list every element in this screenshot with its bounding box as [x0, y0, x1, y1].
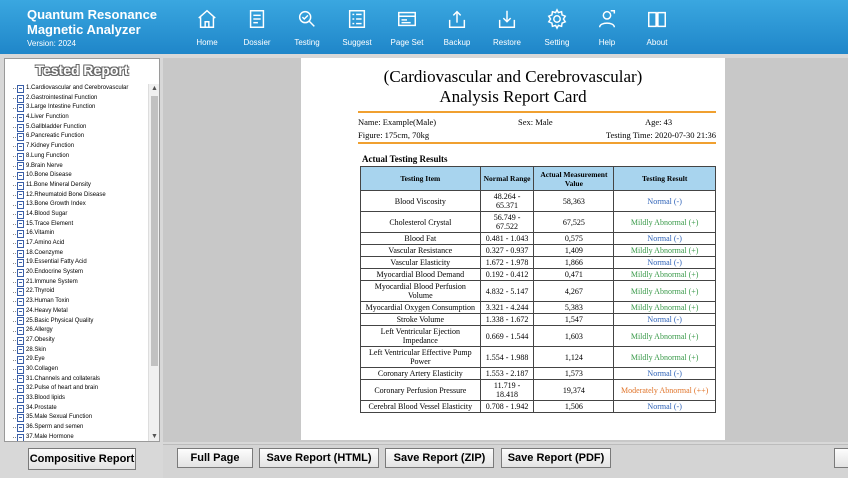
tree-item[interactable] — [13, 355, 149, 365]
document-icon — [17, 375, 24, 383]
tree-item[interactable] — [13, 239, 149, 249]
cell-result: Moderately Abnormal (++) — [614, 380, 716, 401]
document-icon — [17, 424, 24, 432]
document-icon — [17, 279, 24, 287]
tree-connector — [13, 369, 16, 370]
toolbar-backup-button[interactable] — [432, 8, 482, 47]
toolbar-dossier-button[interactable] — [232, 8, 282, 47]
tree-item[interactable] — [13, 317, 149, 327]
col-testing-result: Testing Result — [614, 167, 716, 191]
dossier-icon — [246, 8, 268, 30]
tree-item-label: 33.Blood lipids — [26, 395, 66, 401]
tree-item-label: 16.Vitamin — [26, 230, 55, 237]
toolbar-help-label: Help — [598, 38, 616, 47]
cell-result: Normal (-) — [614, 191, 716, 212]
tree-item[interactable] — [13, 297, 149, 307]
tree-item-label: 25.Basic Physical Quality — [26, 317, 94, 324]
tree-item-label: 23.Human Toxin — [26, 298, 70, 305]
tree-connector — [13, 263, 16, 264]
col-normal-range: Normal Range — [480, 167, 534, 191]
document-icon — [17, 85, 24, 93]
table-row — [361, 212, 716, 233]
tree-item[interactable] — [13, 132, 149, 142]
document-icon — [17, 162, 24, 170]
tree-item-label: 13.Bone Growth Index — [26, 201, 86, 208]
app-version: Version: 2024 — [27, 39, 76, 48]
document-icon — [17, 143, 24, 151]
document-icon — [17, 366, 24, 374]
tree-item[interactable] — [13, 326, 149, 336]
tree-item-label: 21.Immune System — [26, 278, 78, 285]
cell-value: 58,363 — [534, 191, 614, 212]
cell-range: 48.264 - 65.371 — [480, 191, 534, 212]
document-icon — [17, 104, 24, 112]
cell-value: 5,383 — [534, 302, 614, 314]
table-row — [361, 191, 716, 212]
cell-range: 1.553 - 2.187 — [480, 368, 534, 380]
cell-result: Mildly Abnormal (+) — [614, 245, 716, 257]
header-divider-top — [358, 111, 716, 113]
tree-item-label: 37.Male Hormone — [26, 433, 74, 440]
save-report-html-button[interactable]: Save Report (HTML) — [259, 448, 379, 468]
tree-item-label: 30.Collagen — [26, 365, 59, 372]
tree-scrollbar[interactable] — [148, 84, 159, 441]
toolbar-testing-button[interactable] — [282, 8, 332, 47]
tree-item[interactable] — [13, 268, 149, 278]
cell-result: Normal (-) — [614, 257, 716, 269]
tree-connector — [13, 427, 16, 428]
tree-item-label: 5.Gallbladder Function — [26, 123, 87, 130]
section-title: Actual Testing Results — [362, 154, 448, 164]
table-row — [361, 302, 716, 314]
document-icon — [17, 385, 24, 393]
tree-item[interactable] — [13, 113, 149, 123]
testing-time: Testing Time: 2020-07-30 21:36 — [605, 130, 716, 140]
app-title-line1: Quantum Resonance — [27, 7, 158, 22]
tree-connector — [13, 437, 16, 438]
tree-connector — [13, 234, 16, 235]
compositive-report-button[interactable]: Compositive Report — [28, 448, 136, 470]
tree-connector — [13, 340, 16, 341]
tree-item-label: 9.Brain Nerve — [26, 162, 63, 169]
tree-item-label: 20.Endocrine System — [26, 269, 84, 276]
tree-connector — [13, 156, 16, 157]
cell-value: 1,573 — [534, 368, 614, 380]
tree-item-label: 11.Bone Mineral Density — [26, 181, 91, 188]
tree-item[interactable] — [13, 346, 149, 356]
tree-item-label: 3.Large Intestine Function — [26, 104, 96, 111]
document-icon — [17, 95, 24, 103]
cell-result: Mildly Abnormal (+) — [614, 347, 716, 368]
cell-range: 1.338 - 1.672 — [480, 314, 534, 326]
tested-report-title: Tested Report — [35, 62, 129, 78]
report-title-line1: (Cardiovascular and Cerebrovascular) — [383, 67, 643, 86]
tree-connector — [13, 137, 16, 138]
document-icon — [17, 337, 24, 345]
tree-item-label: 4.Liver Function — [26, 114, 69, 121]
document-icon — [17, 182, 24, 190]
toolbar-suggest-label: Suggest — [342, 38, 372, 47]
toolbar-about-label: About — [646, 38, 668, 47]
cell-value: 4,267 — [534, 281, 614, 302]
document-icon — [17, 395, 24, 403]
tree-item-label: 32.Pulse of heart and brain — [26, 385, 99, 392]
document-icon — [17, 250, 24, 258]
tree-connector — [13, 331, 16, 332]
cell-item: Cholesterol Crystal — [361, 212, 481, 233]
tree-item[interactable] — [13, 336, 149, 346]
scrollbar-thumb[interactable] — [151, 96, 158, 366]
help-icon — [596, 8, 618, 30]
document-icon — [17, 201, 24, 209]
tree-connector — [13, 214, 16, 215]
cell-range: 56.749 - 67.522 — [480, 212, 534, 233]
tree-item[interactable] — [13, 394, 149, 404]
tree-connector — [13, 185, 16, 186]
cell-item: Coronary Perfusion Pressure — [361, 380, 481, 401]
cell-value: 1,547 — [534, 314, 614, 326]
tree-item-label: 34.Prostate — [26, 404, 57, 411]
tree-connector — [13, 205, 16, 206]
tree-item-label: 36.Sperm and semen — [26, 424, 84, 431]
tree-item[interactable] — [13, 103, 149, 113]
tree-item-label: 22.Thyroid — [26, 288, 55, 295]
document-icon — [17, 308, 24, 316]
tree-connector — [13, 282, 16, 283]
cell-result: Mildly Abnormal (+) — [614, 269, 716, 281]
tree-item[interactable] — [13, 307, 149, 317]
tested-report-panel — [4, 58, 160, 442]
toolbar-backup-label: Backup — [443, 38, 471, 47]
cell-item: Vascular Resistance — [361, 245, 481, 257]
document-icon — [17, 172, 24, 180]
tree-item[interactable] — [13, 181, 149, 191]
tree-connector — [13, 243, 16, 244]
app-brand — [27, 7, 157, 48]
testing-icon — [296, 8, 318, 30]
tree-item-label: 6.Pancreatic Function — [26, 133, 85, 140]
tree-connector — [13, 408, 16, 409]
tree-item[interactable] — [13, 220, 149, 230]
toolbar-about-button[interactable] — [632, 8, 682, 47]
report-viewer — [163, 58, 848, 442]
tree-item[interactable] — [13, 375, 149, 385]
cell-range: 0.708 - 1.942 — [480, 401, 534, 413]
table-row — [361, 269, 716, 281]
patient-figure: Figure: 175cm, 70kg — [358, 130, 430, 140]
app-header — [0, 0, 848, 54]
tree-item-label: 26.Allergy — [26, 327, 53, 334]
table-row — [361, 380, 716, 401]
tree-item[interactable] — [13, 278, 149, 288]
tree-item[interactable] — [13, 162, 149, 172]
cell-value: 0,471 — [534, 269, 614, 281]
tree-item-label: 27.Obesity — [26, 336, 55, 343]
document-icon — [17, 346, 24, 354]
cell-result: Normal (-) — [614, 401, 716, 413]
report-title-line2: Analysis Report Card — [439, 87, 587, 106]
cell-item: Left Ventricular Ejection Impedance — [361, 326, 481, 347]
results-table — [360, 166, 716, 413]
tree-item-label: 10.Bone Disease — [26, 172, 72, 179]
tree-item-label: 18.Coenzyme — [26, 249, 64, 256]
tree-connector — [13, 301, 16, 302]
document-icon — [17, 269, 24, 277]
cell-value: 1,603 — [534, 326, 614, 347]
tree-item[interactable] — [13, 365, 149, 375]
document-icon — [17, 317, 24, 325]
cell-value: 67,525 — [534, 212, 614, 233]
tree-item-label: 31.Channels and collaterals — [26, 375, 101, 382]
tree-connector — [13, 272, 16, 273]
cell-range: 4.832 - 5.147 — [480, 281, 534, 302]
cell-value: 1,506 — [534, 401, 614, 413]
tree-connector — [13, 146, 16, 147]
table-row — [361, 245, 716, 257]
document-icon — [17, 434, 24, 441]
tree-connector — [13, 389, 16, 390]
tree-item-label: 35.Male Sexual Function — [26, 414, 93, 421]
tree-item[interactable] — [13, 287, 149, 297]
toolbar-setting-label: Setting — [544, 38, 570, 47]
toolbar-home-button[interactable] — [182, 8, 232, 47]
cell-item: Myocardial Oxygen Consumption — [361, 302, 481, 314]
tree-connector — [13, 88, 16, 89]
tree-item[interactable] — [13, 384, 149, 394]
tree-connector — [13, 166, 16, 167]
table-row — [361, 368, 716, 380]
tree-connector — [13, 117, 16, 118]
cell-range: 1.554 - 1.988 — [480, 347, 534, 368]
tree-connector — [13, 224, 16, 225]
cell-item: Blood Fat — [361, 233, 481, 245]
tree-item[interactable] — [13, 142, 149, 152]
tree-item[interactable] — [13, 191, 149, 201]
document-icon — [17, 124, 24, 132]
patient-age: Age: 43 — [645, 117, 673, 127]
tree-connector — [13, 176, 16, 177]
toolbar-home-label: Home — [196, 38, 218, 47]
toolbar-testing-label: Testing — [294, 38, 320, 47]
toolbar-suggest-button[interactable] — [332, 8, 382, 47]
document-icon — [17, 114, 24, 122]
tree-item-label: 7.Kidney Function — [26, 143, 75, 150]
backup-icon — [446, 8, 468, 30]
cell-value: 1,866 — [534, 257, 614, 269]
cell-result: Normal (-) — [614, 314, 716, 326]
table-row — [361, 314, 716, 326]
toolbar-setting-button[interactable] — [532, 8, 582, 47]
tree-item-label: 24.Heavy Metal — [26, 307, 68, 314]
tree-item[interactable] — [13, 210, 149, 220]
tree-item[interactable] — [13, 229, 149, 239]
cell-value: 1,409 — [534, 245, 614, 257]
toolbar-help-button[interactable] — [582, 8, 632, 47]
tree-item[interactable] — [13, 200, 149, 210]
report-tree — [5, 84, 149, 441]
cell-range: 3.321 - 4.244 — [480, 302, 534, 314]
header-divider-bottom — [358, 142, 716, 144]
document-icon — [17, 327, 24, 335]
tree-connector — [13, 195, 16, 196]
cell-range: 0.327 - 0.937 — [480, 245, 534, 257]
cell-item: Cerebral Blood Vessel Elasticity — [361, 401, 481, 413]
toolbar-restore-label: Restore — [492, 38, 521, 47]
tree-connector — [13, 379, 16, 380]
cell-range: 0.192 - 0.412 — [480, 269, 534, 281]
tree-connector — [13, 253, 16, 254]
document-icon — [17, 356, 24, 364]
document-icon — [17, 211, 24, 219]
cell-value: 1,124 — [534, 347, 614, 368]
cell-range: 0.481 - 1.043 — [480, 233, 534, 245]
scroll-down-icon[interactable]: ▼ — [151, 433, 158, 440]
document-icon — [17, 298, 24, 306]
patient-sex: Sex: Male — [518, 117, 553, 127]
tree-item-label: 17.Amino Acid — [26, 240, 65, 246]
cell-result: Mildly Abnormal (+) — [614, 326, 716, 347]
tree-item-label: 2.Gastrointestinal Function — [26, 94, 98, 101]
toolbar-dossier-label: Dossier — [243, 38, 271, 47]
page-set-icon — [396, 8, 418, 30]
document-icon — [17, 230, 24, 238]
save-report-pdf-button[interactable]: Save Report (PDF) — [501, 448, 611, 468]
tree-item-label: 15.Trace Element — [26, 220, 74, 227]
tree-connector — [13, 321, 16, 322]
main-toolbar — [182, 8, 682, 47]
scroll-up-icon[interactable]: ▲ — [151, 85, 158, 92]
app-title-line2: Magnetic Analyzer — [27, 22, 141, 37]
cell-item: Left Ventricular Effective Pump Power — [361, 347, 481, 368]
col-actual-value: Actual Measurement Value — [534, 167, 614, 191]
cell-range: 0.669 - 1.544 — [480, 326, 534, 347]
toolbar-page-set-button[interactable] — [382, 8, 432, 47]
tree-connector — [13, 108, 16, 109]
document-icon — [17, 153, 24, 161]
tree-item[interactable] — [13, 171, 149, 181]
tree-connector — [13, 418, 16, 419]
tree-item[interactable] — [13, 94, 149, 104]
full-page-button[interactable]: Full Page — [177, 448, 253, 468]
tree-item[interactable] — [13, 123, 149, 133]
cell-result: Normal (-) — [614, 368, 716, 380]
restore-icon — [496, 8, 518, 30]
cell-item: Myocardial Blood Demand — [361, 269, 481, 281]
cell-result: Normal (-) — [614, 233, 716, 245]
tree-item[interactable] — [13, 84, 149, 94]
cell-range: 1.672 - 1.978 — [480, 257, 534, 269]
tree-item-label: 29.Eye — [26, 356, 45, 363]
cell-item: Myocardial Blood Perfusion Volume — [361, 281, 481, 302]
tree-item-label: 8.Lung Function — [26, 152, 70, 159]
cell-item: Blood Viscosity — [361, 191, 481, 212]
tree-connector — [13, 360, 16, 361]
document-icon — [17, 133, 24, 141]
tree-item-label: 12.Rheumatoid Bone Disease — [26, 191, 106, 198]
tree-item[interactable] — [13, 249, 149, 259]
document-icon — [17, 240, 24, 248]
document-icon — [17, 191, 24, 199]
report-page — [301, 58, 725, 440]
about-icon — [646, 8, 668, 30]
cell-result: Mildly Abnormal (+) — [614, 281, 716, 302]
tree-item-label: 28.Skin — [26, 346, 47, 353]
tree-connector — [13, 350, 16, 351]
tree-item[interactable] — [13, 423, 149, 433]
document-icon — [17, 288, 24, 296]
patient-info-row1 — [358, 117, 716, 129]
table-row — [361, 233, 716, 245]
report-title — [301, 67, 725, 107]
home-icon — [196, 8, 218, 30]
cell-item: Coronary Artery Elasticity — [361, 368, 481, 380]
cell-item: Vascular Elasticity — [361, 257, 481, 269]
tree-item-label: 14.Blood Sugar — [26, 210, 68, 217]
tree-item-label: 19.Essential Fatty Acid — [26, 259, 87, 266]
tree-connector — [13, 127, 16, 128]
cell-range: 11.719 - 18.418 — [480, 380, 534, 401]
extra-button[interactable] — [834, 448, 848, 468]
tree-connector — [13, 98, 16, 99]
cell-result: Mildly Abnormal (+) — [614, 212, 716, 233]
cell-value: 19,374 — [534, 380, 614, 401]
table-row — [361, 281, 716, 302]
document-icon — [17, 405, 24, 413]
document-icon — [17, 220, 24, 228]
gear-icon — [546, 8, 568, 30]
table-row — [361, 326, 716, 347]
tree-item[interactable] — [13, 258, 149, 268]
document-icon — [17, 259, 24, 267]
cell-value: 0,575 — [534, 233, 614, 245]
tree-item[interactable] — [13, 152, 149, 162]
cell-result: Mildly Abnormal (+) — [614, 302, 716, 314]
tree-item[interactable] — [13, 433, 149, 441]
suggest-icon — [346, 8, 368, 30]
toolbar-page-set-label: Page Set — [390, 38, 424, 47]
results-header-row — [361, 167, 716, 191]
col-testing-item: Testing Item — [361, 167, 481, 191]
tree-connector — [13, 311, 16, 312]
tree-item[interactable] — [13, 413, 149, 423]
table-row — [361, 401, 716, 413]
tree-item-label: 1.Cardiovascular and Cerebrovascular — [26, 85, 129, 91]
document-icon — [17, 414, 24, 422]
cell-item: Stroke Volume — [361, 314, 481, 326]
tree-connector — [13, 292, 16, 293]
tree-item[interactable] — [13, 404, 149, 414]
patient-name: Name: Example(Male) — [358, 117, 437, 127]
toolbar-restore-button[interactable] — [482, 8, 532, 47]
tree-connector — [13, 398, 16, 399]
patient-info-row2 — [358, 130, 716, 142]
table-row — [361, 347, 716, 368]
save-report-zip-button[interactable]: Save Report (ZIP) — [385, 448, 494, 468]
table-row — [361, 257, 716, 269]
